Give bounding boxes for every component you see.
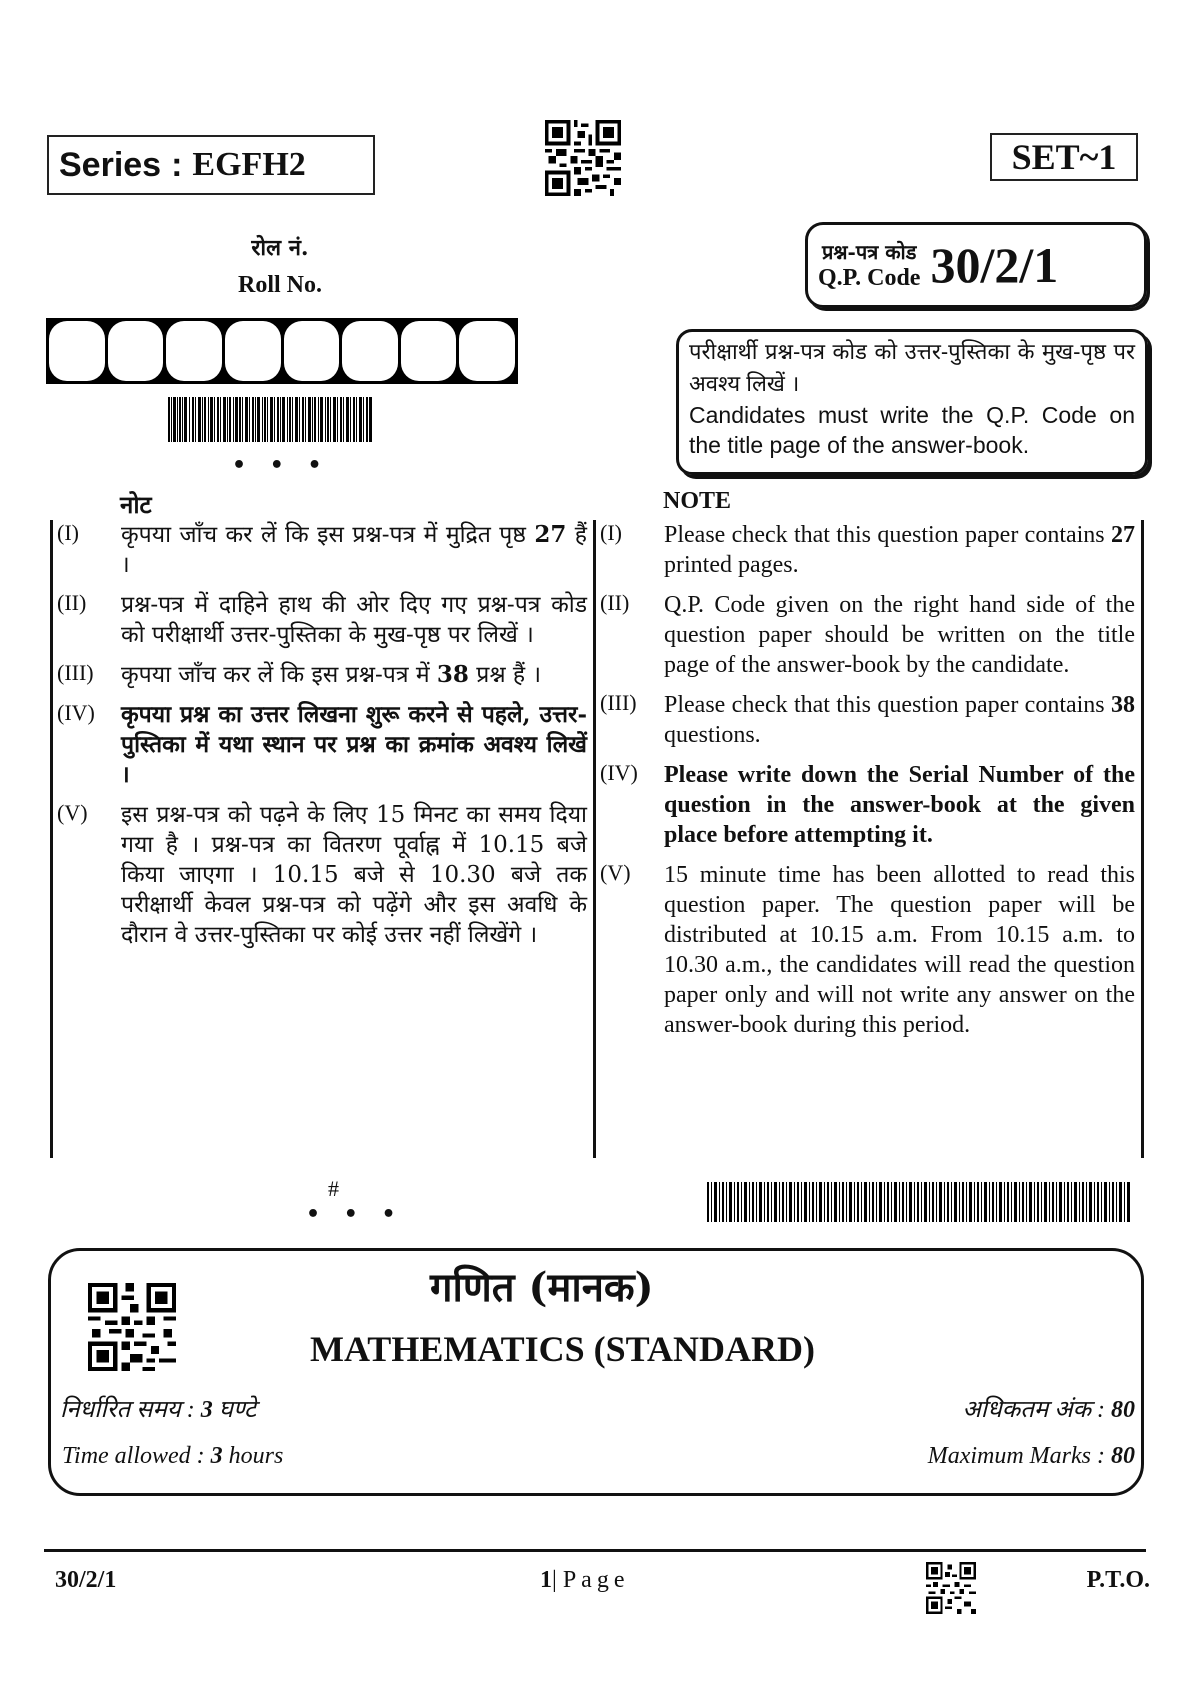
- note-item: [53, 590, 593, 650]
- note-text: कृपया जाँच कर लें कि इस प्रश्न-पत्र में मुद्रित पृष्ठ 27 हैं ।: [121, 521, 587, 578]
- note-number: (V): [600, 860, 631, 885]
- note-text: Please write down the Serial Number of the question in the answer-book at the given place before attempting it.: [664, 762, 1135, 848]
- note-heading-english: NOTE: [663, 488, 732, 514]
- separator-dots: • • •: [232, 453, 330, 478]
- note-text: Please check that this question paper contains 38 questions.: [664, 692, 1135, 748]
- note-number: (III): [600, 690, 637, 715]
- note-text: प्रश्न-पत्र में दाहिने हाथ की ओर दिए गए प्रश्न-पत्र कोड को परीक्षार्थी उत्तर-पुस्तिका के मुख-पृष्ठ पर लिखें ।: [121, 592, 587, 648]
- roll-digit-box[interactable]: [284, 321, 340, 381]
- note-item: [596, 520, 1141, 580]
- time-allowed-english: Time allowed : 3 hours: [62, 1443, 284, 1469]
- series-value: EGFH2: [192, 146, 306, 183]
- note-number: (I): [57, 520, 79, 545]
- note-number: (II): [57, 590, 87, 615]
- note-item: [596, 860, 1141, 1040]
- qp-code-label-hindi: प्रश्न-पत्र कोड: [822, 240, 917, 264]
- set-label: SET~1: [990, 133, 1138, 181]
- note-text: 15 minute time has been allotted to read this question paper. The question paper will be distributed at 10.15 a.m. From 10.15 a.m. to 10.30 a.m., the candidates will read the question paper only and will not write any answer on the answer-book during this period.: [664, 862, 1135, 1038]
- note-item: [53, 660, 593, 690]
- note-number: (V): [57, 800, 88, 825]
- qr-code-icon: [926, 1562, 976, 1614]
- barcode-icon: [707, 1182, 1132, 1222]
- note-item: [596, 760, 1141, 850]
- roll-digit-box[interactable]: [342, 321, 398, 381]
- note-number: (III): [57, 660, 94, 685]
- roll-label-english: Roll No.: [238, 272, 322, 298]
- note-item: [53, 700, 593, 790]
- roll-number-boxes[interactable]: [46, 318, 518, 384]
- note-text: कृपया जाँच कर लें कि इस प्रश्न-पत्र में 38 प्रश्न हैं ।: [121, 661, 542, 688]
- hash-mark: #: [328, 1176, 339, 1201]
- note-text: Q.P. Code given on the right hand side of the question paper should be written on the title page of the answer-book by the candidate.: [664, 592, 1135, 678]
- page-number: 1| Page: [540, 1567, 630, 1593]
- qp-code-box: [805, 222, 1147, 308]
- roll-digit-box[interactable]: [459, 321, 515, 381]
- separator-dots: • • •: [306, 1202, 404, 1227]
- note-text: इस प्रश्न-पत्र को पढ़ने के लिए 15 मिनट का समय दिया गया है । प्रश्न-पत्र का वितरण पूर्वाह्न में 10.15 बजे किया जाएगा । 10.15 बजे से 10.30 बजे तक परीक्षार्थी केवल प्रश्न-पत्र को पढ़ेंगे और इस अवधि के दौरान वे उत्तर-पुस्तिका पर कोई उत्तर नहीं लिखेंगे ।: [121, 802, 587, 948]
- roll-digit-box[interactable]: [108, 321, 164, 381]
- roll-digit-box[interactable]: [49, 321, 105, 381]
- note-number: (IV): [57, 700, 95, 725]
- footer-divider: [44, 1549, 1146, 1552]
- please-turn-over: P.T.O.: [1086, 1567, 1150, 1593]
- note-item: [53, 800, 593, 950]
- max-marks-hindi: अधिकतम अंक : 80: [962, 1397, 1135, 1423]
- note-number: (II): [600, 590, 630, 615]
- candidate-instruction-hindi: परीक्षार्थी प्रश्न-पत्र कोड को उत्तर-पुस्तिका के मुख-पृष्ठ पर अवश्य लिखें ।: [689, 339, 1135, 396]
- note-item: [596, 690, 1141, 750]
- notes-hindi-column: [50, 520, 596, 1158]
- note-heading-hindi: नोट: [120, 490, 152, 519]
- series-separator: :: [171, 145, 183, 184]
- max-marks-english: Maximum Marks : 80: [927, 1443, 1135, 1469]
- note-item: [596, 590, 1141, 680]
- candidate-instruction-box: [676, 329, 1148, 475]
- candidate-instruction-english: Candidates must write the Q.P. Code on the title page of the answer-book.: [689, 402, 1135, 458]
- notes-english-column: [596, 520, 1144, 1158]
- roll-digit-box[interactable]: [401, 321, 457, 381]
- series-label: Series: [59, 145, 162, 184]
- roll-label-hindi: रोल नं.: [251, 235, 309, 261]
- note-number: (IV): [600, 760, 638, 785]
- roll-digit-box[interactable]: [225, 321, 281, 381]
- footer-qp-code: 30/2/1: [55, 1567, 117, 1593]
- qp-code-label-english: Q.P. Code: [818, 265, 921, 291]
- subject-title-hindi: गणित (मानक): [430, 1264, 654, 1311]
- series-box: [47, 135, 375, 195]
- barcode-icon: [168, 397, 373, 442]
- note-number: (I): [600, 520, 622, 545]
- roll-digit-box[interactable]: [166, 321, 222, 381]
- qp-code-value: 30/2/1: [930, 237, 1059, 293]
- time-allowed-hindi: निर्धारित समय : 3 घण्टे: [60, 1397, 257, 1423]
- note-item: [53, 520, 593, 580]
- note-text: कृपया प्रश्न का उत्तर लिखना शुरू करने से पहले, उत्तर-पुस्तिका में यथा स्थान पर प्रश्न का क्रमांक अवश्य लिखें ।: [121, 701, 587, 788]
- subject-title-english: MATHEMATICS (STANDARD): [310, 1329, 816, 1369]
- qr-code-icon: [88, 1283, 176, 1371]
- note-text: Please check that this question paper contains 27 printed pages.: [664, 522, 1135, 578]
- qr-code-icon: [545, 120, 621, 196]
